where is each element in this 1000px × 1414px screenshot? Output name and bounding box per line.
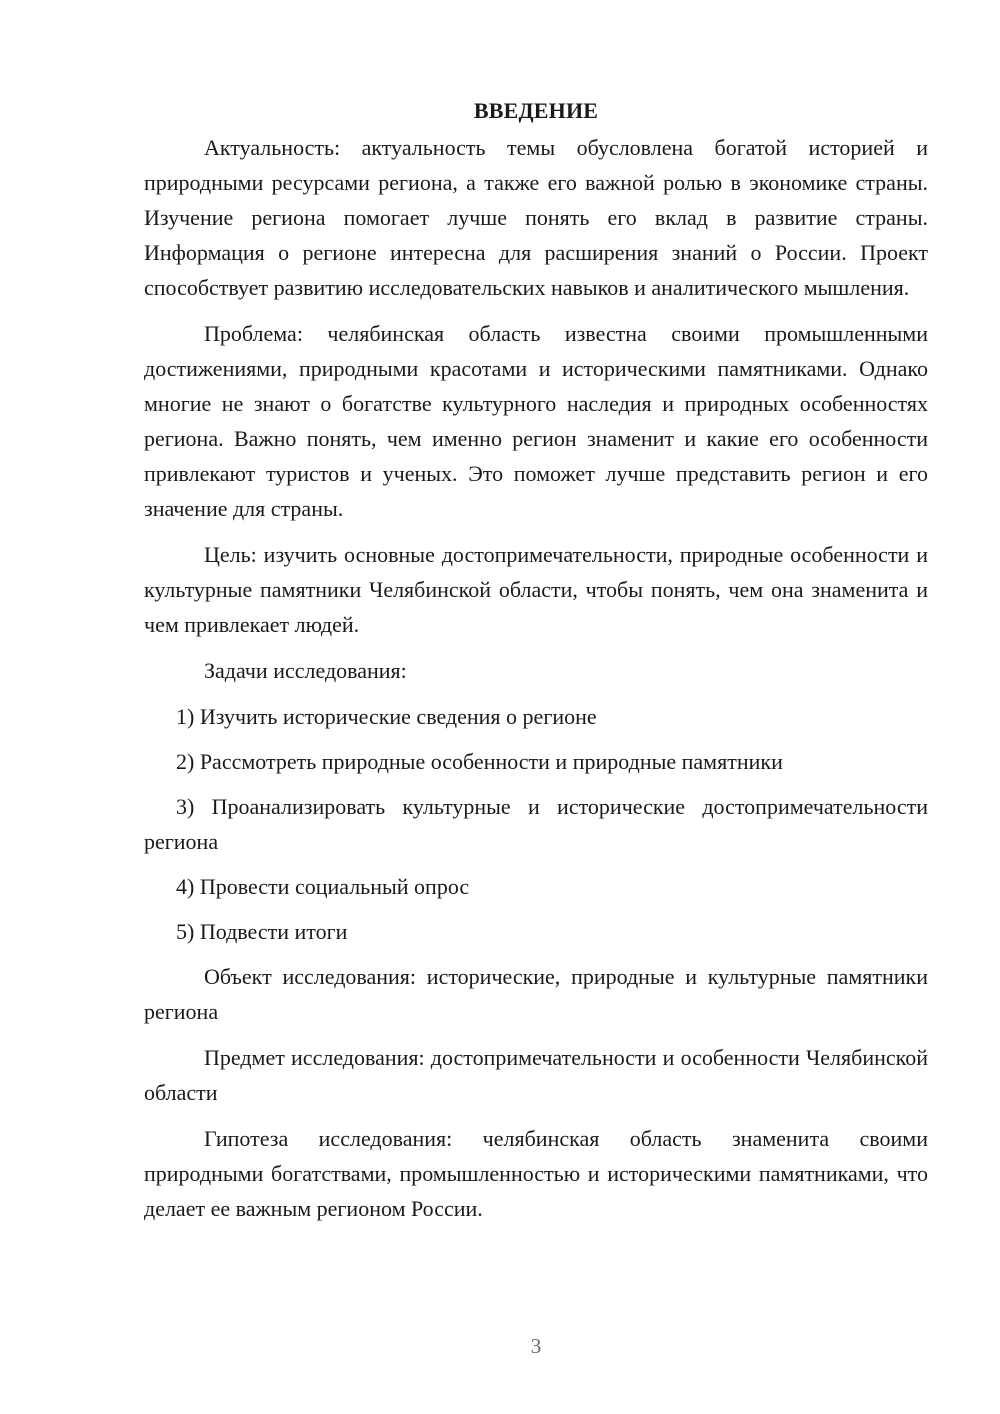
page-content bbox=[144, 93, 928, 1237]
task-item: 2) Рассмотреть природные особенности и природные памятники bbox=[176, 749, 783, 774]
task-item: 4) Провести социальный опрос bbox=[176, 874, 470, 899]
object-paragraph: Объект исследования: исторические, природные и культурные памятники региона bbox=[144, 964, 928, 1024]
tasks-heading: Задачи исследования: bbox=[204, 658, 407, 683]
hypothesis-paragraph: Гипотеза исследования: челябинская область знаменита своими природными богатствами, промышленностью и историческими памятниками, что делает ее важным регионом России. bbox=[144, 1126, 928, 1221]
task-item: 3) Проанализировать культурные и исторические достопримечательности региона bbox=[144, 794, 928, 854]
relevance-paragraph: Актуальность: актуальность темы обусловлена богатой историей и природными ресурсами региона, а также его важной ролью в экономике страны. Изучение региона помогает лучше понять его вклад в развитие страны. Информация о регионе интересна для расширения знаний о России. Проект способствует развитию исследовательских навыков и аналитического мышления. bbox=[144, 135, 928, 300]
problem-paragraph: Проблема: челябинская область известна своими промышленными достижениями, природными красотами и историческими памятниками. Однако многие не знают о богатстве культурного наследия и природных особенностях региона. Важно понять, чем именно регион знаменит и какие его особенности привлекают туристов и ученых. Это поможет лучше представить регион и его значение для страны. bbox=[144, 321, 928, 521]
section-heading: ВВЕДЕНИЕ bbox=[473, 98, 599, 123]
goal-paragraph: Цель: изучить основные достопримечательности, природные особенности и культурные памятники Челябинской области, чтобы понять, чем она знаменита и чем привлекает людей. bbox=[144, 542, 928, 637]
task-item: 1) Изучить исторические сведения о регионе bbox=[176, 704, 597, 729]
subject-paragraph: Предмет исследования: достопримечательности и особенности Челябинской области bbox=[144, 1045, 928, 1105]
task-item: 5) Подвести итоги bbox=[176, 919, 348, 944]
page-number: 3 bbox=[530, 1334, 542, 1358]
